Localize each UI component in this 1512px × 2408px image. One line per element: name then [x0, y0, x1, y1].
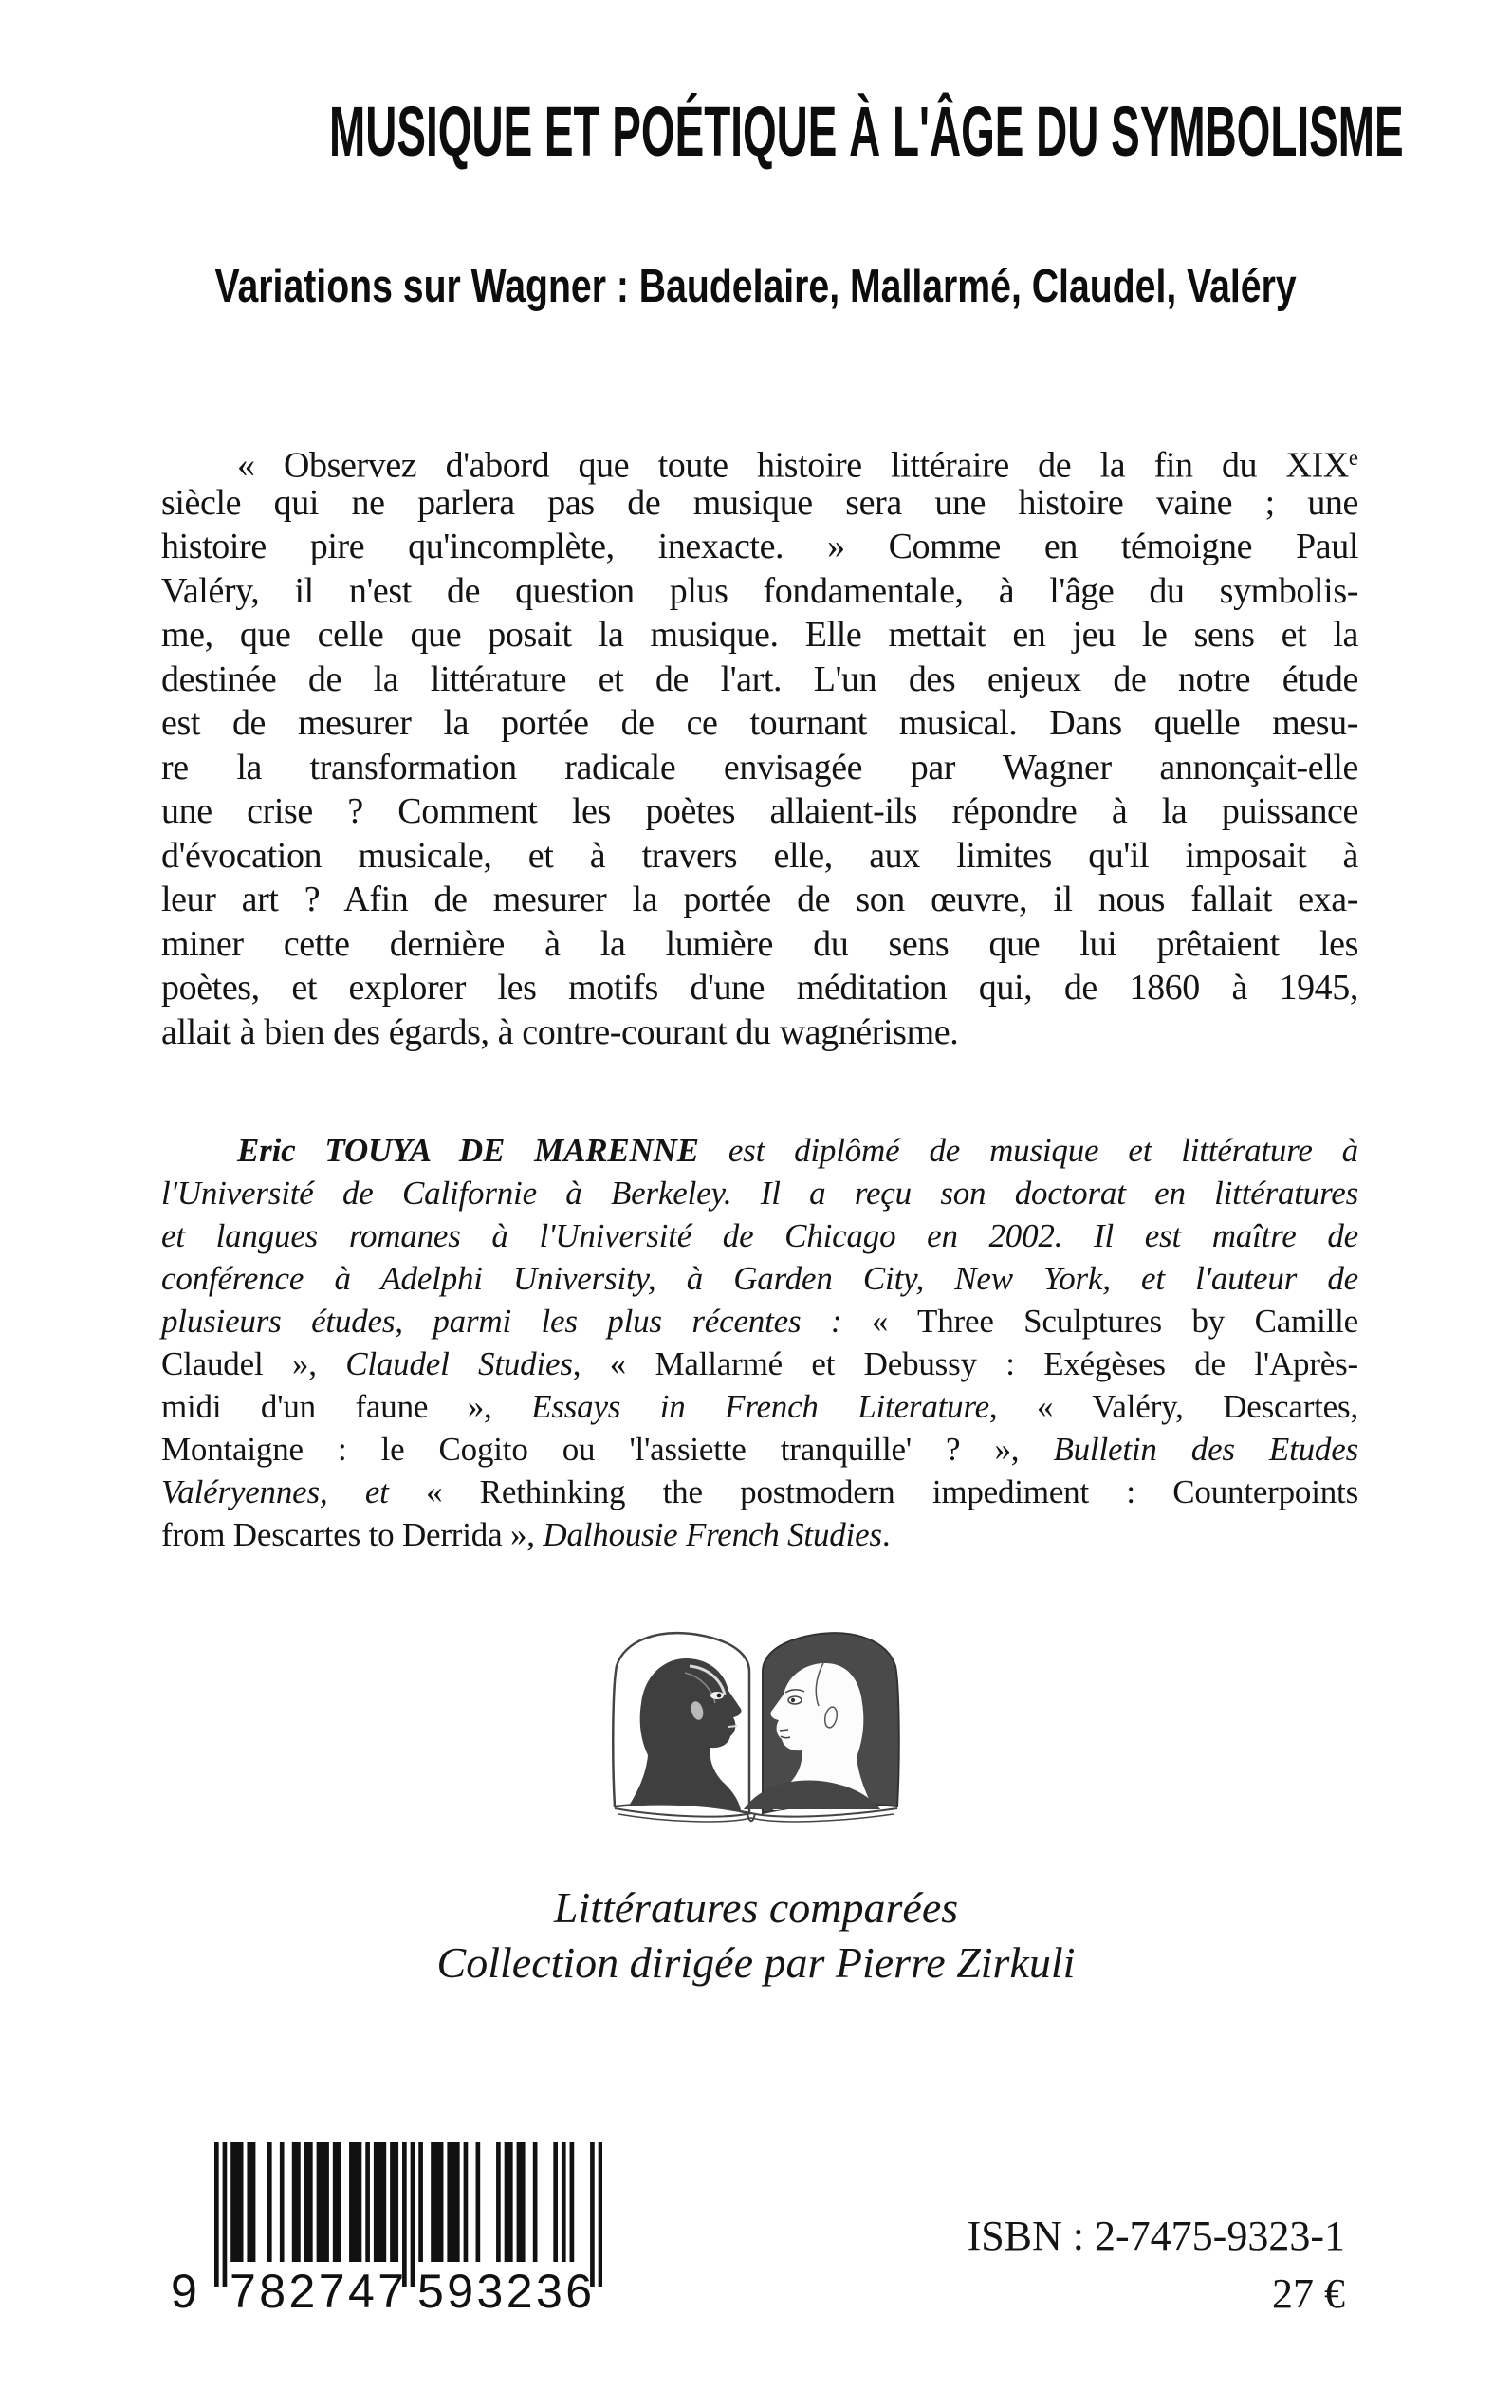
- text-segment: allait à bien des égards, à contre-courant du wagnérisme.: [161, 1011, 959, 1052]
- text-segment: me, que celle que posait la musique. Elle mettait en jeu le sens et la: [161, 615, 1358, 655]
- text-line: [161, 658, 1358, 702]
- text-segment: Bulletin des Etudes: [1053, 1431, 1358, 1468]
- isbn-number: ISBN : 2-7475-9323-1: [967, 2213, 1345, 2259]
- text-segment: Claudel »,: [161, 1345, 346, 1382]
- text-segment: et langues romanes à l'Université de Chicago en 2002. Il est maître de: [161, 1217, 1358, 1254]
- text-segment: , « Mallarmé et Debussy : Exégèses de l'Après-: [572, 1345, 1359, 1382]
- ean-barcode: [171, 2142, 602, 2318]
- text-line: [161, 569, 1358, 614]
- text-segment: siècle qui ne parlera pas de musique sera une histoire vaine ; une: [161, 482, 1358, 523]
- text-segment: Essays in French Literature: [531, 1388, 989, 1425]
- text-segment: midi d'un faune »,: [161, 1388, 532, 1425]
- text-segment: « Rethinking the postmodern impediment : Counterpoints: [426, 1473, 1358, 1510]
- text-line: [161, 746, 1358, 790]
- isbn-block: [968, 2207, 1345, 2323]
- text-segment: from Descartes to Derrida »,: [161, 1516, 544, 1553]
- text-segment: conférence à Adelphi University, à Garden City, New York, et l'auteur de: [161, 1260, 1358, 1297]
- text-segment: histoire pire qu'incomplète, inexacte. » Comme en témoigne Paul: [161, 527, 1358, 566]
- subtitle-block: [0, 262, 1512, 313]
- text-segment: d'évocation musicale, et à travers elle, aux limites qu'il imposait à: [161, 835, 1358, 876]
- text-segment: .: [881, 1516, 891, 1553]
- text-segment: destinée de la littérature et de l'art. L'un des enjeux de notre étude: [161, 658, 1358, 699]
- text-line: [161, 1428, 1358, 1471]
- publisher-logo: [599, 1613, 913, 1841]
- text-line: [161, 1471, 1358, 1513]
- book-subtitle: Variations sur Wagner : Baudelaire, Mallarmé, Claudel, Valéry: [214, 261, 1298, 312]
- text-segment: une crise ? Comment les poètes allaient-ils répondre à la puissance: [161, 791, 1358, 831]
- text-line: [161, 701, 1358, 746]
- text-segment: Valéry, il n'est de question plus fondamentale, à l'âge du symbolis-: [161, 570, 1358, 611]
- text-segment: « Observez d'abord que toute histoire littéraire de la fin du XIX: [237, 445, 1349, 486]
- text-segment: e: [1348, 446, 1358, 470]
- text-line: [161, 481, 1358, 526]
- text-line: [161, 1129, 1358, 1172]
- barcode-first-digit: 9: [171, 2265, 197, 2313]
- text-segment: Claudel Studies: [345, 1345, 573, 1382]
- author-bio-paragraph: [161, 1129, 1358, 1556]
- text-segment: leur art ? Afin de mesurer la portée de son œuvre, il nous fallait exa-: [161, 880, 1358, 919]
- text-line: [161, 1385, 1358, 1428]
- text-line: [161, 1513, 1358, 1556]
- text-segment: miner cette dernière à la lumière du sens que lui prêtaient les: [161, 923, 1358, 964]
- text-line: [161, 789, 1358, 834]
- open-book-two-faces-icon: [599, 1613, 913, 1836]
- collection-block: [0, 1880, 1512, 1991]
- text-segment: Montaigne : le Cogito ou 'l'assiette tranquille' ? »,: [161, 1431, 1054, 1468]
- text-line: [161, 834, 1358, 879]
- price: 27 €: [1272, 2270, 1345, 2317]
- text-line: [161, 1300, 1358, 1343]
- text-line: [161, 1214, 1358, 1257]
- book-title: MUSIQUE ET POÉTIQUE À L'ÂGE DU SYMBOLISME: [329, 92, 1404, 171]
- text-segment: Dalhousie French Studies: [543, 1516, 882, 1553]
- title-block: [0, 92, 1512, 171]
- text-line: [161, 525, 1358, 569]
- text-segment: plusieurs études, parmi les plus récentes :: [161, 1303, 872, 1340]
- text-segment: Valéryennes, et: [161, 1473, 427, 1510]
- synopsis-paragraph: [161, 436, 1358, 1054]
- barcode-group1: 782747: [230, 2265, 404, 2313]
- text-segment: est diplômé de musique et littérature à: [698, 1132, 1358, 1169]
- text-line: [161, 1172, 1358, 1214]
- text-line: [161, 1257, 1358, 1300]
- barcode-group2: 593236: [417, 2265, 592, 2313]
- text-segment: Eric TOUYA DE MARENNE: [237, 1132, 699, 1169]
- text-segment: l'Université de Californie à Berkeley. Il a reçu son doctorat en littératures: [161, 1175, 1358, 1212]
- text-segment: , « Valéry, Descartes,: [988, 1388, 1358, 1425]
- text-line: [161, 613, 1358, 658]
- collection-director: Collection dirigée par Pierre Zirkuli: [436, 1938, 1076, 1987]
- text-line: [161, 1343, 1358, 1385]
- text-line: [161, 436, 1358, 486]
- text-line: [161, 1010, 1358, 1055]
- ean-barcode-svg: [171, 2142, 602, 2313]
- text-segment: est de mesurer la portée de ce tournant musical. Dans quelle mesu-: [161, 703, 1358, 743]
- text-segment: re la transformation radicale envisagée par Wagner annonçait-elle: [161, 747, 1358, 787]
- text-line: [161, 966, 1358, 1010]
- text-line: [161, 922, 1358, 967]
- text-segment: « Three Sculptures by Camille: [871, 1303, 1358, 1340]
- collection-name: Littératures comparées: [553, 1883, 959, 1932]
- text-segment: poètes, et explorer les motifs d'une méditation qui, de 1860 à 1945,: [161, 968, 1358, 1008]
- text-line: [161, 878, 1358, 922]
